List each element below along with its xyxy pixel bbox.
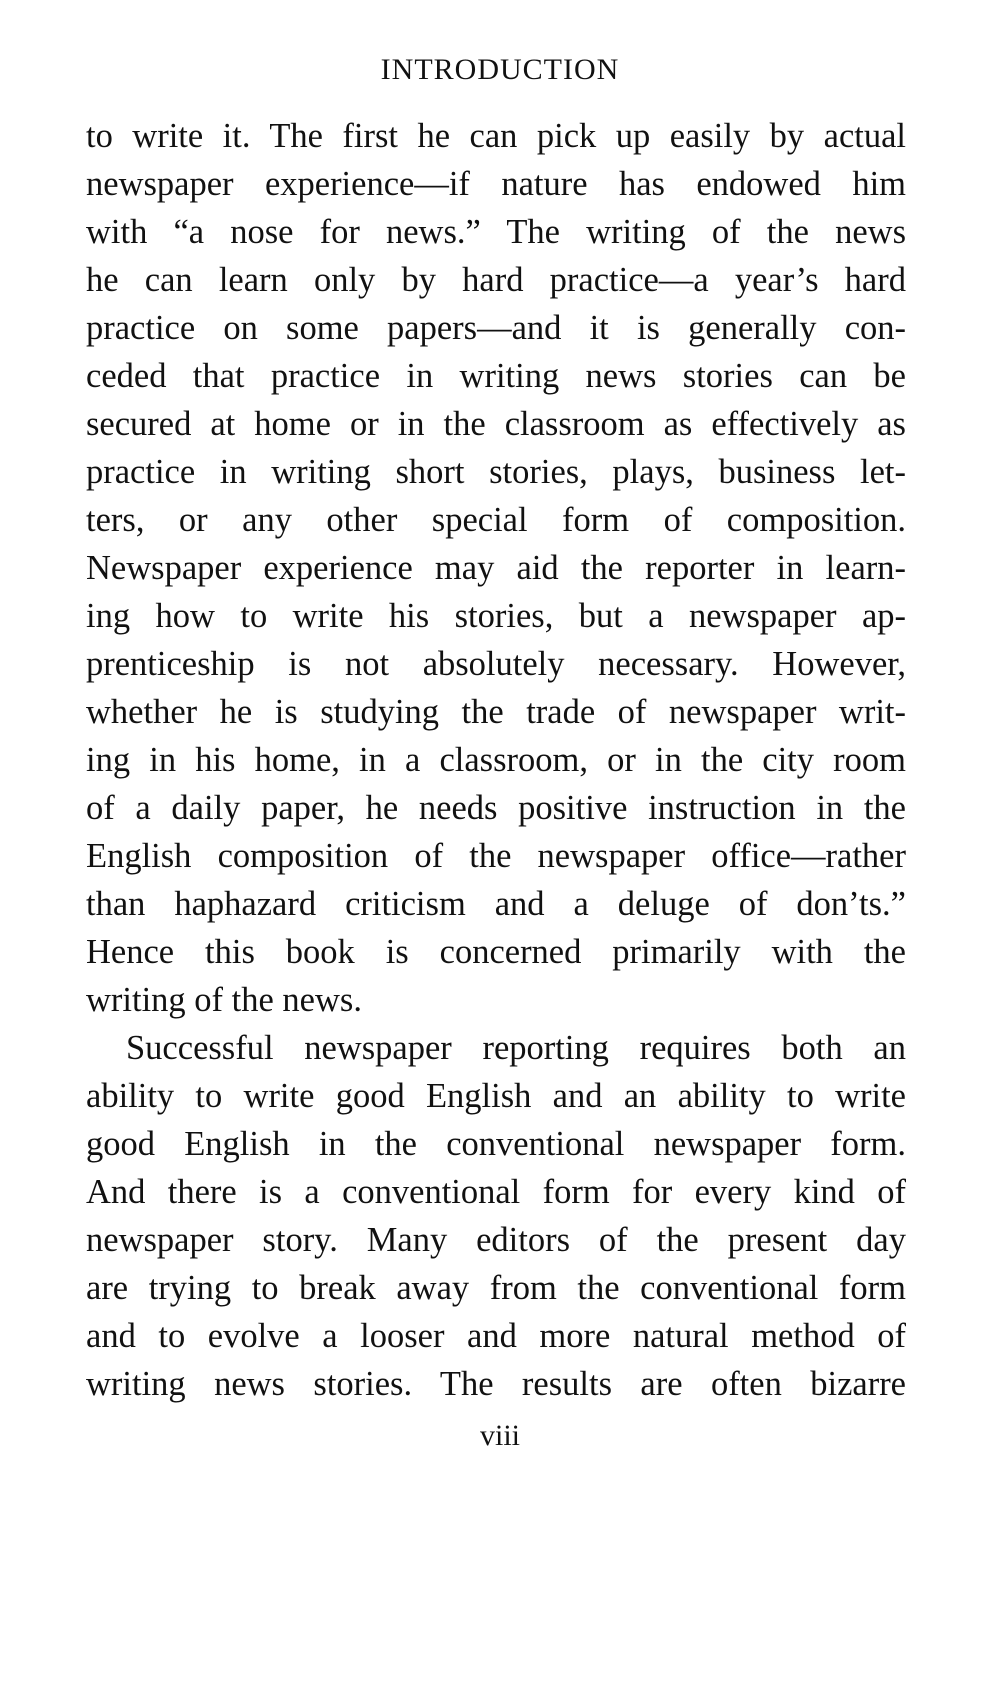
text-line: Successful newspaper reporting requires both an xyxy=(126,1029,906,1067)
text-line: and to evolve a looser and more natural method of xyxy=(86,1317,906,1355)
text-line: practice on some papers—and it is generally con- xyxy=(86,309,906,347)
paragraph xyxy=(86,112,906,1024)
text-line: Hence this book is concerned primarily with the xyxy=(86,933,906,971)
text-line: whether he is studying the trade of newspaper writ- xyxy=(86,693,906,731)
text-line: ing in his home, in a classroom, or in the city room xyxy=(86,741,906,779)
text-line: to write it. The first he can pick up easily by actual xyxy=(86,117,906,155)
text-line: ing how to write his stories, but a newspaper ap- xyxy=(86,597,906,635)
text-line: prenticeship is not absolutely necessary. However, xyxy=(86,645,906,683)
text-line: ability to write good English and an ability to write xyxy=(86,1077,906,1115)
page-number: viii xyxy=(479,1419,520,1452)
running-head: INTRODUCTION xyxy=(380,53,620,86)
text-line: with “a nose for news.” The writing of the news xyxy=(86,213,906,251)
text-line: he can learn only by hard practice—a year’s hard xyxy=(86,261,906,299)
text-line: English composition of the newspaper office—rather xyxy=(86,837,906,875)
text-line: are trying to break away from the conventional form xyxy=(86,1269,906,1307)
text-line: newspaper experience—if nature has endowed him xyxy=(86,165,906,203)
text-line: writing of the news. xyxy=(86,981,362,1019)
text-line: of a daily paper, he needs positive instruction in the xyxy=(86,789,906,827)
text-line: good English in the conventional newspaper form. xyxy=(86,1125,906,1163)
text-line: And there is a conventional form for every kind of xyxy=(86,1173,906,1211)
text-line: Newspaper experience may aid the reporter in learn- xyxy=(86,549,906,587)
text-line: writing news stories. The results are often bizarre xyxy=(86,1365,906,1403)
body-text xyxy=(86,112,906,1408)
text-line: secured at home or in the classroom as effectively as xyxy=(86,405,906,443)
text-line: ceded that practice in writing news stories can be xyxy=(86,357,906,395)
text-line: than haphazard criticism and a deluge of don’ts.” xyxy=(86,885,906,923)
text-line: newspaper story. Many editors of the present day xyxy=(86,1221,906,1259)
text-line: practice in writing short stories, plays, business let- xyxy=(86,453,906,491)
paragraph xyxy=(86,1024,906,1408)
text-line: ters, or any other special form of composition. xyxy=(86,501,906,539)
